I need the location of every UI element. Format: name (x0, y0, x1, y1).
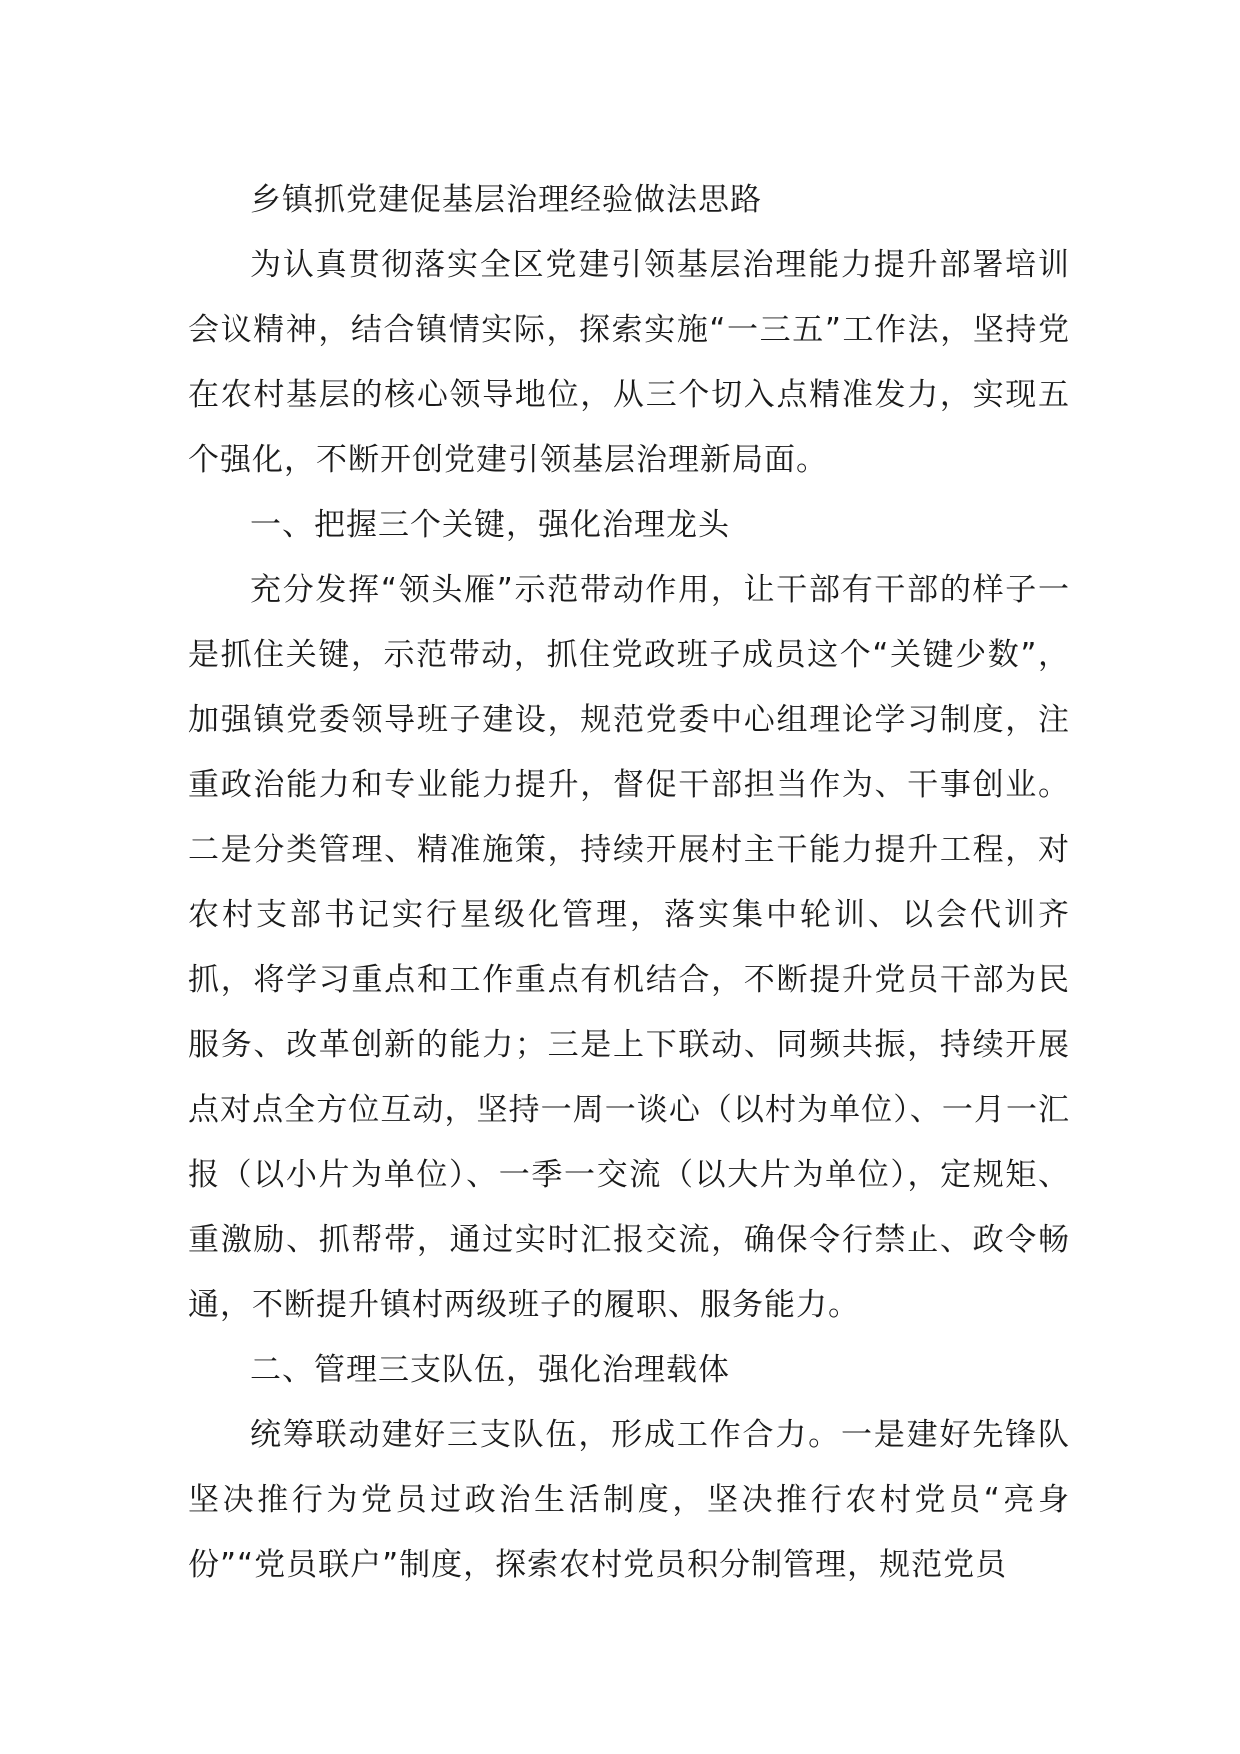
document-title: 乡镇抓党建促基层治理经验做法思路 (250, 182, 762, 218)
section-two-body: 统筹联动建好三支队伍，形成工作合力。一是建好先锋队坚决推行为党员过政治生活制度，坚决推行农村党员“亮身份”“党员联户”制度，探索农村党员积分制管理，规范党员 (188, 1417, 1070, 1583)
section-two-heading: 二、管理三支队伍，强化治理载体 (250, 1352, 730, 1388)
section-one-body: 充分发挥“领头雁”示范带动作用，让干部有干部的样子一是抓住关键，示范带动，抓住党政班子成员这个“关键少数”，加强镇党委领导班子建设，规范党委中心组理论学习制度，注重政治能力和专业能力提升，督促干部担当作为、干事创业。二是分类管理、精准施策，持续开展村主干能力提升工程，对农村支部书记实行星级化管理，落实集中轮训、以会代训齐抓，将学习重点和工作重点有机结合，不断提升党员干部为民服务、改革创新的能力；三是上下联动、同频共振，持续开展点对点全方位互动，坚持一周一谈心（以村为单位）、一月一汇报（以小片为单位）、一季一交流（以大片为单位），定规矩、重激励、抓帮带，通过实时汇报交流，确保令行禁止、政令畅通，不断提升镇村两级班子的履职、服务能力。 (188, 572, 1070, 1323)
intro-paragraph: 为认真贯彻落实全区党建引领基层治理能力提升部署培训会议精神，结合镇情实际，探索实施“一三五”工作法，坚持党在农村基层的核心领导地位，从三个切入点精准发力，实现五个强化，不断开创党建引领基层治理新局面。 (188, 247, 1070, 478)
section-one-heading: 一、把握三个关键，强化治理龙头 (250, 507, 730, 543)
document-body (188, 168, 1070, 1598)
